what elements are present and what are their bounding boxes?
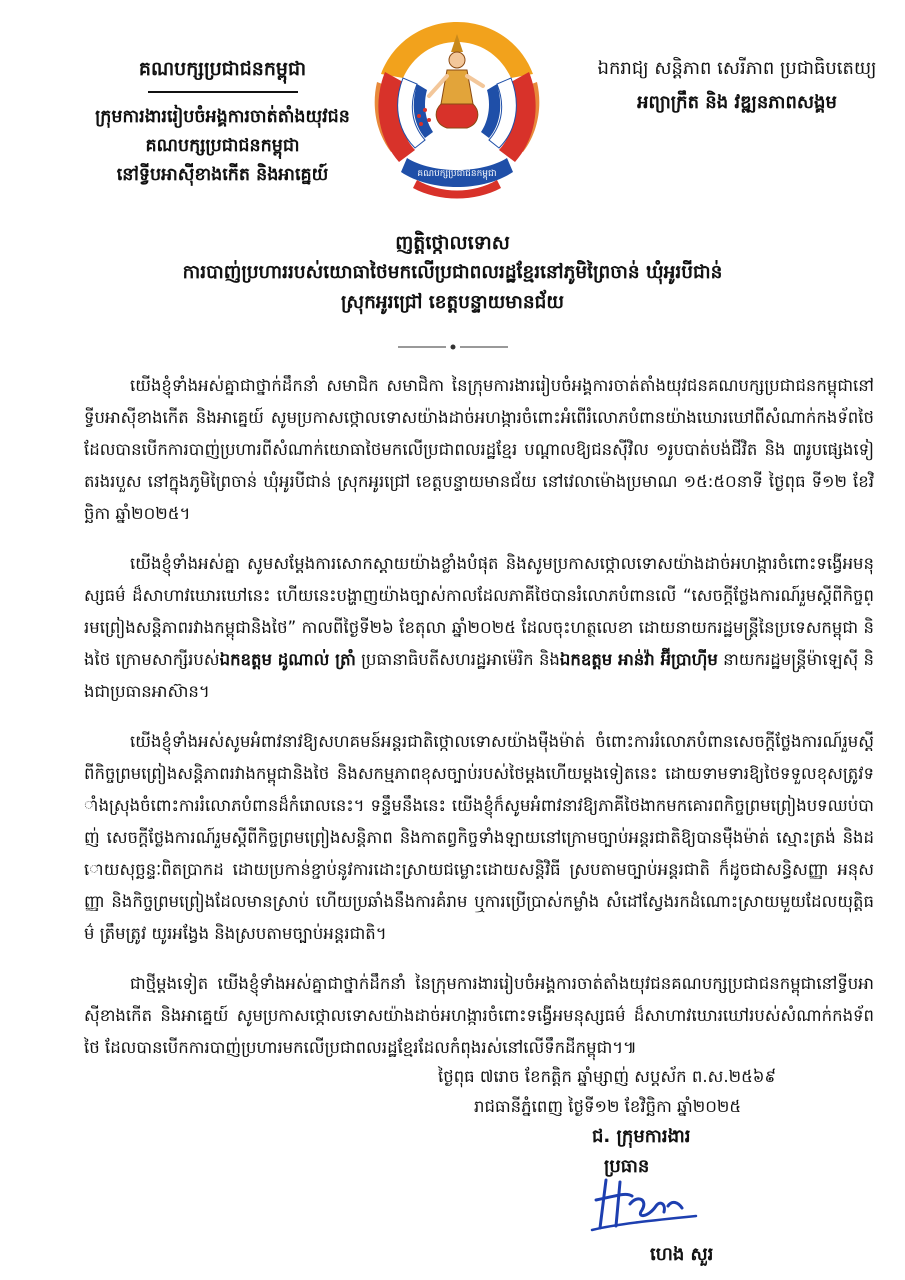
handwritten-signature [586, 1170, 706, 1240]
solar-date: រាជធានីភ្នំពេញ ថ្ងៃទី១២ ខែវិច្ឆិកា ឆ្នាំ២០២៥ [474, 1097, 742, 1116]
paragraph-2 [84, 548, 874, 708]
document-title [60, 228, 845, 318]
header-right [587, 52, 887, 120]
paragraph-2-name-2: ឯកឧត្តម អាន់វ៉ា អ៊ីប្រាហ៊ីម [559, 650, 718, 669]
paragraph-3: យើងខ្ញុំទាំងអស់សូមអំពាវនាវឱ្យសហគមន៍អន្តរជាតិថ្កោលទោសយ៉ាងម៉ឺងម៉ាត់ ចំពោះការរំលោភបំពានសេចក្តីថ្លែងការណ៍រួមស្តីពីកិច្ចព្រមព្រៀងសន្តិភាពរវាងកម្ពុជានិងថៃ និងសកម្មភាពខុសច្បាប់របស់ថៃម្តងហើយម្តងទៀតនេះ ដោយទាមទារឱ្យថៃទទួលខុសត្រូវទាំងស្រុងចំពោះការរំលោភបំពានដ៏កំរោលនេះ។ ទន្ទឹមនឹងនេះ យើងខ្ញុំក៏សូមអំពាវនាវឱ្យភាគីថៃងាកមកគោរពកិច្ចព្រមព្រៀងបទឈប់បាញ់ សេចក្តីថ្លែងការណ៍រួមស្តីពីកិច្ចព្រមព្រៀងសន្តិភាព និងកាតព្វកិច្ចទាំងឡាយនៅក្រោមច្បាប់អន្តរជាតិឱ្យបានម៉ឺងម៉ាត់ ស្មោះត្រង់ និងដោយសុច្ឆន្ទៈពិតប្រាកដ ដោយប្រកាន់ខ្ជាប់នូវការដោះស្រាយជម្លោះដោយសន្តិវិធី ស្របតាមច្បាប់អន្តរជាតិ ក៏ដូចជាសន្ធិសញ្ញា អនុសញ្ញា និងកិច្ចព្រមព្រៀងដែលមានស្រាប់ ហើយប្រឆាំងនឹងការគំរាម ឬការប្រើប្រាស់កម្លាំង សំដៅស្វែងរកដំណោះស្រាយមួយដែលយុត្តិធម៌ ត្រឹមត្រូវ យូរអង្វែង និងស្របតាមច្បាប់អន្តរជាតិ។ [84, 732, 874, 943]
national-motto-line-2: អព្យាក្រឹត និង វឌ្ឍនភាពសង្គម [637, 92, 837, 113]
national-motto-line-1: ឯករាជ្យ សន្តិភាព សេរីភាព ប្រជាធិបតេយ្យ [597, 58, 877, 79]
lunar-date: ថ្ងៃពុធ ៧រោច ខែកត្តិក ឆ្នាំម្សាញ់ សប្តស័ក ព.ស.២៥៦៩ [438, 1067, 777, 1086]
signer-name: ហេង សួរ [650, 1244, 714, 1265]
title-divider-ornament [398, 343, 508, 351]
paragraph-1: យើងខ្ញុំទាំងអស់គ្នាជាថ្នាក់ដឹកនាំ សមាជិក សមាជិកា នៃក្រុមការងាររៀបចំអង្គការចាត់តាំងយុវជនគណបក្សប្រជាជនកម្ពុជានៅទ្វីបអាស៊ីខាងកើត និងអាគ្នេយ៍ សូមប្រកាសថ្កោលទោសយ៉ាងដាច់អហង្ការចំពោះអំពើរំលោភបំពានយ៉ាងឃោរឃៅពីសំណាក់កងទ័ពថៃ ដែលបានបើកការបាញ់ប្រហារពីសំណាក់យោធាថៃមកលើប្រជាពលរដ្ឋខ្មែរ បណ្តាលឱ្យជនស៊ីវិល ១រូបបាត់បង់ជីវិត និង ៣រូបផ្សេងទៀតរងរបួស នៅក្នុងភូមិព្រៃចាន់ ឃុំអូរបីជាន់ ស្រុកអូរជ្រៅ ខេត្តបន្ទាយមានជ័យ នៅវេលាម៉ោងប្រមាណ ១៥:៥០នាទី ថ្ងៃពុធ ទី១២ ខែវិច្ឆិកា ឆ្នាំ២០២៥។ [84, 376, 874, 523]
committee-label: ជ. ក្រុមការងារ [592, 1126, 691, 1147]
working-group-line-1: ក្រុមការងាររៀបចំអង្គការចាត់តាំងយុវជន [95, 107, 350, 127]
working-group-line-2: គណបក្សប្រជាជនកម្ពុជា [145, 136, 300, 156]
working-group-line-3: នៅទ្វីបអាស៊ីខាងកើត និងអាគ្នេយ៍ [116, 165, 329, 185]
date-block [438, 1062, 878, 1122]
document-body [84, 370, 874, 1082]
paragraph-2-text-c: នាយករដ្ឋមន្ត្រីម៉ាឡេស៊ី និងជាប្រធានអាស៊ាន។ [84, 650, 875, 701]
title-line-3: ស្រុកអូរជ្រៅ ខេត្តបន្ទាយមានជ័យ [341, 292, 564, 313]
logo-ribbon-text: គណបក្សប្រជាជនកម្ពុជា [417, 169, 497, 179]
party-logo-emblem [363, 12, 551, 202]
title-line-1: ញត្តិថ្កោលទោស [395, 232, 510, 254]
party-name: គណបក្សប្រជាជនកម្ពុជា [138, 58, 307, 80]
paragraph-2-name-1: ឯកឧត្តម ដូណាល់ ត្រាំ [219, 650, 356, 669]
paragraph-4: ជាថ្មីម្តងទៀត យើងខ្ញុំទាំងអស់គ្នាជាថ្នាក់ដឹកនាំ នៃក្រុមការងាររៀបចំអង្គការចាត់តាំងយុវជនគណបក្សប្រជាជនកម្ពុជានៅទ្វីបអាស៊ីខាងកើត និងអាគ្នេយ៍ សូមប្រកាសថ្កោលទោសយ៉ាងដាច់អហង្ការចំពោះទង្វើអមនុស្សធម៌ ដ៏សាហាវឃោរឃៅរបស់សំណាក់កងទ័ពថៃ ដែលបានបើកការបាញ់ប្រហារមកលើប្រជាពលរដ្ឋខ្មែរដែលកំពុងរស់នៅលើទឹកដីកម្ពុជា។៕ [84, 974, 874, 1057]
paragraph-2-text-a: យើងខ្ញុំទាំងអស់គ្នា សូមសម្តែងការសោកស្តាយយ៉ាងខ្លាំងបំផុត និងសូមប្រកាសថ្កោលទោសយ៉ាងដាច់អហង្ការចំពោះទង្វើអមនុស្សធម៌ ដ៏សាហាវឃោរឃៅនេះ ហើយនេះបង្ហាញយ៉ាងច្បាស់កាលដែលភាគីថៃបានរំលោភបំពានលើ “សេចក្តីថ្លែងការណ៍រួមស្តីពីកិច្ចព្រមព្រៀងសន្តិភាពរវាងកម្ពុជានិងថៃ” កាលពីថ្ងៃទី២៦ ខែតុលា ឆ្នាំ២០២៥ ដែលចុះហត្ថលេខា ដោយនាយករដ្ឋមន្រ្តីនៃប្រទេសកម្ពុជា និងថៃ ក្រោមសាក្សីរបស់ [84, 554, 874, 669]
header-left [70, 55, 375, 190]
header-rule [148, 91, 298, 93]
paragraph-2-text-b: ប្រធានាធិបតីសហរដ្ឋអាម៉េរិក និង [355, 650, 560, 669]
chair-label: ប្រធាន [604, 1156, 650, 1177]
title-line-2: ការបាញ់ប្រហាររបស់យោធាថៃមកលើប្រជាពលរដ្ឋខ្មែរនៅភូមិព្រៃចាន់ ឃុំអូរបីជាន់ [182, 262, 723, 283]
